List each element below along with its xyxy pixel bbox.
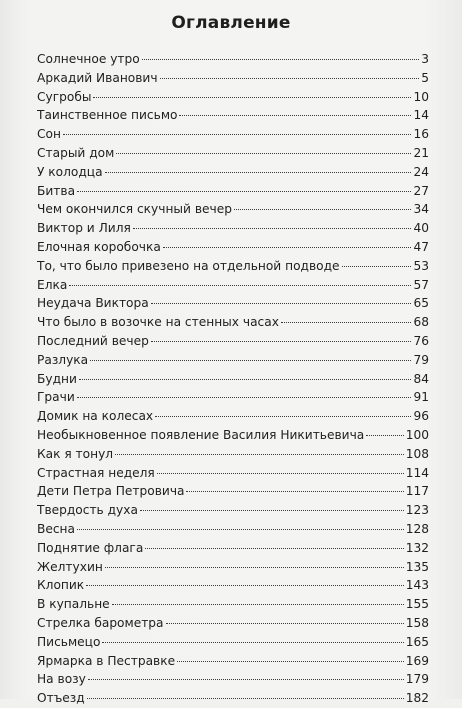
- toc-entry: [37, 276, 429, 295]
- toc-entry: [37, 388, 429, 407]
- toc-entry: [37, 332, 429, 351]
- toc-entry-title: Последний вечер: [37, 333, 149, 348]
- toc-entry: [37, 520, 429, 539]
- toc-entry: [37, 144, 429, 163]
- toc-entry-title: Чем окончился скучный вечер: [37, 202, 232, 217]
- toc-entry: [37, 464, 429, 483]
- toc-entry: [37, 163, 429, 182]
- toc-entry-title: Домик на колесах: [37, 409, 154, 424]
- toc-entry-title: Дети Петра Петровича: [37, 484, 185, 499]
- toc-entry-title: Сон: [37, 127, 61, 142]
- toc-leader-dots: [115, 453, 404, 455]
- toc-entry: [37, 445, 429, 464]
- toc-entry-title: Разлука: [37, 352, 89, 367]
- toc-leader-dots: [77, 190, 411, 192]
- toc-entry: [37, 294, 429, 313]
- toc-leader-dots: [93, 96, 411, 98]
- toc-entry: [37, 182, 429, 201]
- toc-entry: [37, 670, 429, 689]
- toc-leader-dots: [160, 77, 420, 79]
- toc-entry-page: 169: [405, 653, 429, 668]
- toc-entry: [37, 558, 429, 577]
- toc-entry-page: 123: [405, 503, 429, 518]
- toc-entry-title: Что было в возочке на стенных часах: [37, 315, 279, 330]
- toc-entry: [37, 69, 429, 88]
- toc-leader-dots: [163, 246, 412, 248]
- page-title: Оглавление: [171, 13, 291, 33]
- toc-leader-dots: [105, 171, 412, 173]
- toc-leader-dots: [105, 566, 404, 568]
- toc-leader-dots: [88, 678, 404, 680]
- toc-leader-dots: [133, 227, 412, 229]
- table-of-contents: [37, 50, 429, 708]
- toc-leader-dots: [151, 340, 412, 342]
- toc-entry: [37, 595, 429, 614]
- toc-entry-title: Таинственное письмо: [37, 108, 178, 123]
- toc-entry: [37, 313, 429, 332]
- toc-entry: [37, 539, 429, 558]
- toc-entry-page: 96: [413, 409, 429, 424]
- toc-entry-page: 53: [413, 258, 429, 273]
- toc-entry-page: 91: [413, 390, 429, 405]
- toc-entry-page: 14: [413, 108, 429, 123]
- toc-entry-title: Клопик: [37, 578, 85, 593]
- toc-entry-page: 24: [413, 164, 429, 179]
- toc-entry-title: Ярмарка в Пестравке: [37, 653, 176, 668]
- toc-entry-page: 79: [413, 352, 429, 367]
- toc-leader-dots: [166, 622, 404, 624]
- toc-leader-dots: [342, 265, 412, 267]
- toc-entry: [37, 106, 429, 125]
- toc-leader-dots: [116, 152, 411, 154]
- toc-entry-title: На возу: [37, 672, 86, 687]
- toc-entry: [37, 200, 429, 219]
- toc-entry-title: Елка: [37, 277, 68, 292]
- toc-entry-page: 5: [421, 70, 429, 85]
- toc-leader-dots: [86, 584, 404, 586]
- toc-entry-title: Неудача Виктора: [37, 296, 149, 311]
- toc-entry-title: Весна: [37, 521, 75, 536]
- toc-entry-title: Страстная неделя: [37, 465, 155, 480]
- toc-entry-page: 155: [405, 597, 429, 612]
- toc-entry: [37, 125, 429, 144]
- toc-leader-dots: [79, 378, 412, 380]
- toc-entry-page: 65: [413, 296, 429, 311]
- toc-entry-page: 143: [405, 578, 429, 593]
- toc-entry-page: 27: [413, 183, 429, 198]
- toc-entry-title: Будни: [37, 371, 77, 386]
- toc-leader-dots: [151, 302, 412, 304]
- toc-entry-title: Грачи: [37, 390, 75, 405]
- toc-leader-dots: [77, 528, 404, 530]
- toc-entry-page: 135: [405, 559, 429, 574]
- toc-leader-dots: [63, 133, 412, 135]
- toc-leader-dots: [234, 208, 412, 210]
- toc-entry: [37, 407, 429, 426]
- toc-entry-title: Письмецо: [37, 634, 101, 649]
- toc-entry: [37, 219, 429, 238]
- toc-entry: [37, 576, 429, 595]
- toc-entry-page: 128: [405, 521, 429, 536]
- toc-leader-dots: [145, 547, 403, 549]
- toc-leader-dots: [155, 415, 411, 417]
- toc-entry-page: 132: [405, 540, 429, 555]
- toc-entry: [37, 88, 429, 107]
- toc-leader-dots: [102, 641, 403, 643]
- toc-entry-title: Как я тонул: [37, 446, 114, 461]
- toc-entry-title: Аркадий Иванович: [37, 70, 158, 85]
- toc-leader-dots: [140, 509, 404, 511]
- toc-entry-page: 117: [405, 484, 429, 499]
- toc-entry: [37, 633, 429, 652]
- toc-entry-page: 16: [413, 127, 429, 142]
- toc-leader-dots: [142, 58, 420, 60]
- toc-entry-title: Желтухин: [37, 559, 103, 574]
- toc-entry-page: 114: [405, 465, 429, 480]
- toc-entry-page: 179: [405, 672, 429, 687]
- toc-entry: [37, 652, 429, 671]
- toc-leader-dots: [69, 284, 411, 286]
- toc-leader-dots: [77, 396, 412, 398]
- toc-entry-title: Виктор и Лиля: [37, 221, 131, 236]
- toc-entry: [37, 351, 429, 370]
- toc-entry-page: 182: [405, 691, 429, 706]
- toc-entry-page: 3: [421, 52, 429, 66]
- toc-entry: [37, 238, 429, 257]
- toc-leader-dots: [157, 472, 404, 474]
- toc-entry: [37, 614, 429, 633]
- toc-entry-page: 40: [413, 221, 429, 236]
- toc-entry: [37, 426, 429, 445]
- toc-entry-title: Битва: [37, 183, 76, 198]
- toc-leader-dots: [179, 114, 411, 116]
- toc-entry-title: Елочная коробочка: [37, 239, 161, 254]
- toc-entry-page: 76: [413, 333, 429, 348]
- toc-entry-title: У колодца: [37, 164, 103, 179]
- toc-entry: [37, 50, 429, 69]
- toc-leader-dots: [366, 434, 403, 436]
- toc-entry-title: Сугробы: [37, 89, 92, 104]
- toc-entry-page: 158: [405, 615, 429, 630]
- toc-leader-dots: [281, 321, 412, 323]
- toc-entry-page: 21: [413, 145, 429, 160]
- toc-entry-title: То, что было привезено на отдельной подводе: [37, 258, 340, 273]
- toc-entry-title: Твердость духа: [37, 503, 138, 518]
- toc-leader-dots: [90, 359, 411, 361]
- toc-entry-title: Стрелка барометра: [37, 615, 164, 630]
- toc-entry-page: 10: [413, 89, 429, 104]
- toc-entry-page: 34: [413, 202, 429, 217]
- toc-entry-title: Старый дом: [37, 145, 115, 160]
- toc-entry-page: 108: [405, 446, 429, 461]
- toc-entry-title: Необыкновенное появление Василия Никитьевича: [37, 427, 365, 442]
- toc-entry-title: Отъезд: [37, 691, 85, 706]
- toc-entry-page: 165: [405, 634, 429, 649]
- toc-entry: [37, 689, 429, 708]
- toc-entry: [37, 482, 429, 501]
- toc-entry-title: В купальне: [37, 597, 110, 612]
- toc-leader-dots: [186, 490, 403, 492]
- toc-entry: [37, 257, 429, 276]
- toc-entry-page: 47: [413, 239, 429, 254]
- toc-entry-page: 84: [413, 371, 429, 386]
- toc-entry-title: Поднятие флага: [37, 540, 144, 555]
- toc-entry: [37, 501, 429, 520]
- toc-entry-page: 100: [405, 427, 429, 442]
- toc-leader-dots: [112, 603, 404, 605]
- toc-entry-title: Солнечное утро: [37, 52, 140, 66]
- toc-leader-dots: [177, 660, 404, 662]
- toc-entry: [37, 370, 429, 389]
- toc-entry-page: 57: [413, 277, 429, 292]
- toc-entry-page: 68: [413, 315, 429, 330]
